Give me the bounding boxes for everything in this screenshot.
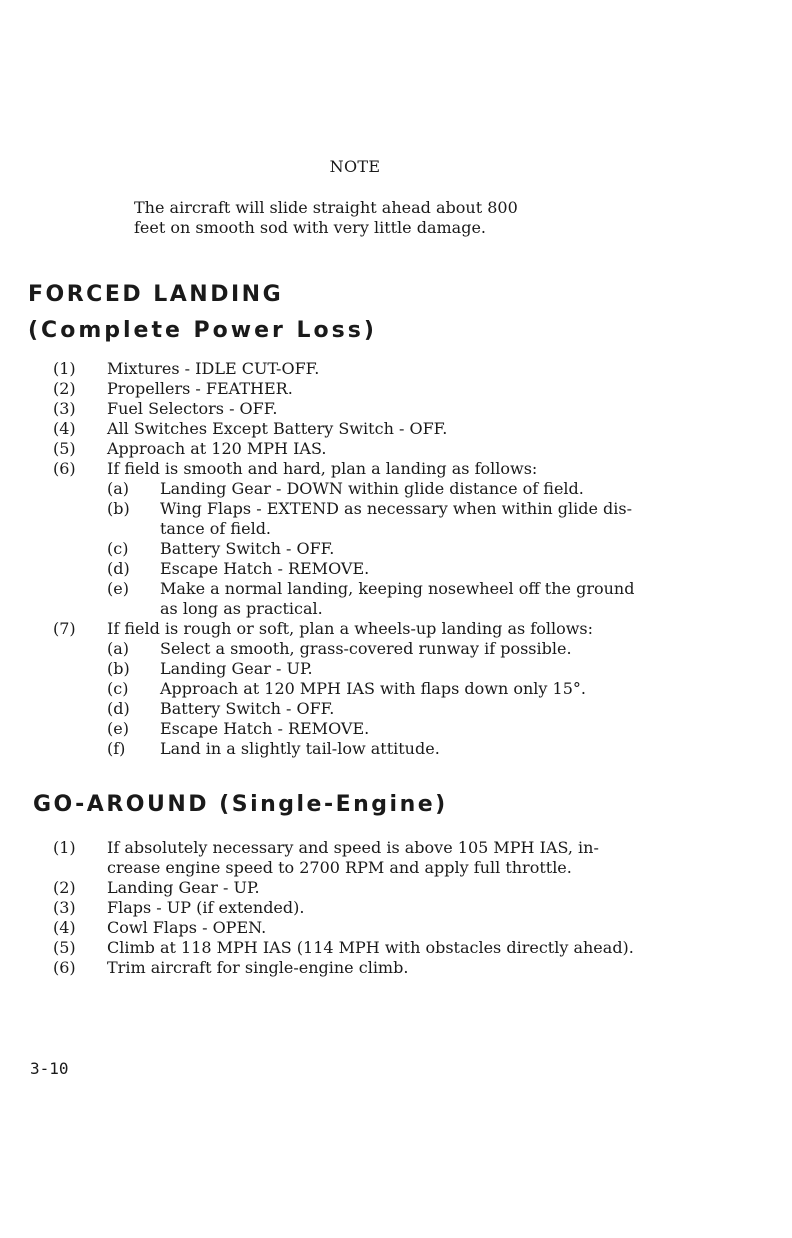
substep-row <box>0 659 792 679</box>
substep-letter: (f) <box>107 739 126 758</box>
substep-row <box>0 519 792 539</box>
step-text: If absolutely necessary and speed is above 105 MPH IAS, in- <box>107 838 599 857</box>
step-row <box>0 359 792 379</box>
substep-text: tance of field. <box>160 519 272 538</box>
step-text: If field is smooth and hard, plan a landing as follows: <box>107 459 538 478</box>
step-row <box>0 878 792 898</box>
substep-letter: (d) <box>107 559 130 578</box>
substep-text: Select a smooth, grass-covered runway if possible. <box>160 639 572 658</box>
step-row <box>0 838 792 858</box>
note-title: NOTE <box>329 157 381 176</box>
substep-text: Landing Gear - UP. <box>160 659 313 678</box>
section-heading-go-around: GO-AROUND (Single-Engine) <box>33 792 448 817</box>
step-text: Landing Gear - UP. <box>107 878 260 897</box>
substep-row <box>0 499 792 519</box>
substep-row <box>0 679 792 699</box>
substep-letter: (e) <box>107 579 129 598</box>
step-text: Trim aircraft for single-engine climb. <box>107 958 409 977</box>
substep-row <box>0 539 792 559</box>
step-row <box>0 898 792 918</box>
page-number: 3-10 <box>30 1059 69 1078</box>
step-row <box>0 619 792 639</box>
step-text: crease engine speed to 2700 RPM and apply full throttle. <box>107 858 572 877</box>
step-row <box>0 858 792 878</box>
step-number: (5) <box>53 439 76 458</box>
step-number: (5) <box>53 938 76 957</box>
substep-letter: (e) <box>107 719 129 738</box>
note-line: The aircraft will slide straight ahead about 800 <box>134 198 518 217</box>
step-number: (3) <box>53 898 76 917</box>
step-number: (4) <box>53 419 76 438</box>
step-row <box>0 419 792 439</box>
substep-text: Wing Flaps - EXTEND as necessary when within glide dis- <box>160 499 632 518</box>
step-text: Climb at 118 MPH IAS (114 MPH with obstacles directly ahead). <box>107 938 634 957</box>
substep-text: Landing Gear - DOWN within glide distance of field. <box>160 479 584 498</box>
note-line: feet on smooth sod with very little damage. <box>134 218 487 237</box>
step-text: Mixtures - IDLE CUT-OFF. <box>107 359 320 378</box>
substep-row <box>0 639 792 659</box>
section-heading-forced-landing: FORCED LANDING <box>28 282 284 307</box>
substep-row <box>0 479 792 499</box>
step-text: Flaps - UP (if extended). <box>107 898 305 917</box>
substep-text: Escape Hatch - REMOVE. <box>160 559 370 578</box>
substep-letter: (d) <box>107 699 130 718</box>
substep-text: Make a normal landing, keeping nosewheel off the ground <box>160 579 635 598</box>
step-text: Cowl Flaps - OPEN. <box>107 918 267 937</box>
step-row <box>0 399 792 419</box>
step-number: (4) <box>53 918 76 937</box>
step-number: (7) <box>53 619 76 638</box>
step-row <box>0 459 792 479</box>
substep-text: Battery Switch - OFF. <box>160 699 335 718</box>
step-number: (2) <box>53 379 76 398</box>
step-number: (1) <box>53 359 76 378</box>
step-number: (6) <box>53 958 76 977</box>
step-row <box>0 958 792 978</box>
substep-letter: (b) <box>107 499 130 518</box>
substep-row <box>0 559 792 579</box>
step-number: (6) <box>53 459 76 478</box>
section-subheading-power-loss: (Complete Power Loss) <box>28 318 377 343</box>
step-number: (1) <box>53 838 76 857</box>
substep-row <box>0 579 792 599</box>
step-number: (3) <box>53 399 76 418</box>
substep-text: Escape Hatch - REMOVE. <box>160 719 370 738</box>
note-body <box>134 198 654 238</box>
substep-text: Approach at 120 MPH IAS with flaps down only 15°. <box>160 679 586 698</box>
substep-row <box>0 719 792 739</box>
step-text: All Switches Except Battery Switch - OFF. <box>107 419 448 438</box>
substep-letter: (c) <box>107 539 129 558</box>
step-number: (2) <box>53 878 76 897</box>
step-text: Approach at 120 MPH IAS. <box>107 439 327 458</box>
step-row <box>0 938 792 958</box>
step-row <box>0 379 792 399</box>
substep-letter: (b) <box>107 659 130 678</box>
substep-text: as long as practical. <box>160 599 323 618</box>
step-text: If field is rough or soft, plan a wheels-up landing as follows: <box>107 619 594 638</box>
substep-row <box>0 699 792 719</box>
step-text: Fuel Selectors - OFF. <box>107 399 278 418</box>
substep-text: Land in a slightly tail-low attitude. <box>160 739 440 758</box>
step-row <box>0 918 792 938</box>
substep-row <box>0 739 792 759</box>
step-text: Propellers - FEATHER. <box>107 379 293 398</box>
substep-row <box>0 599 792 619</box>
substep-letter: (c) <box>107 679 129 698</box>
substep-letter: (a) <box>107 639 130 658</box>
step-row <box>0 439 792 459</box>
substep-letter: (a) <box>107 479 130 498</box>
substep-text: Battery Switch - OFF. <box>160 539 335 558</box>
